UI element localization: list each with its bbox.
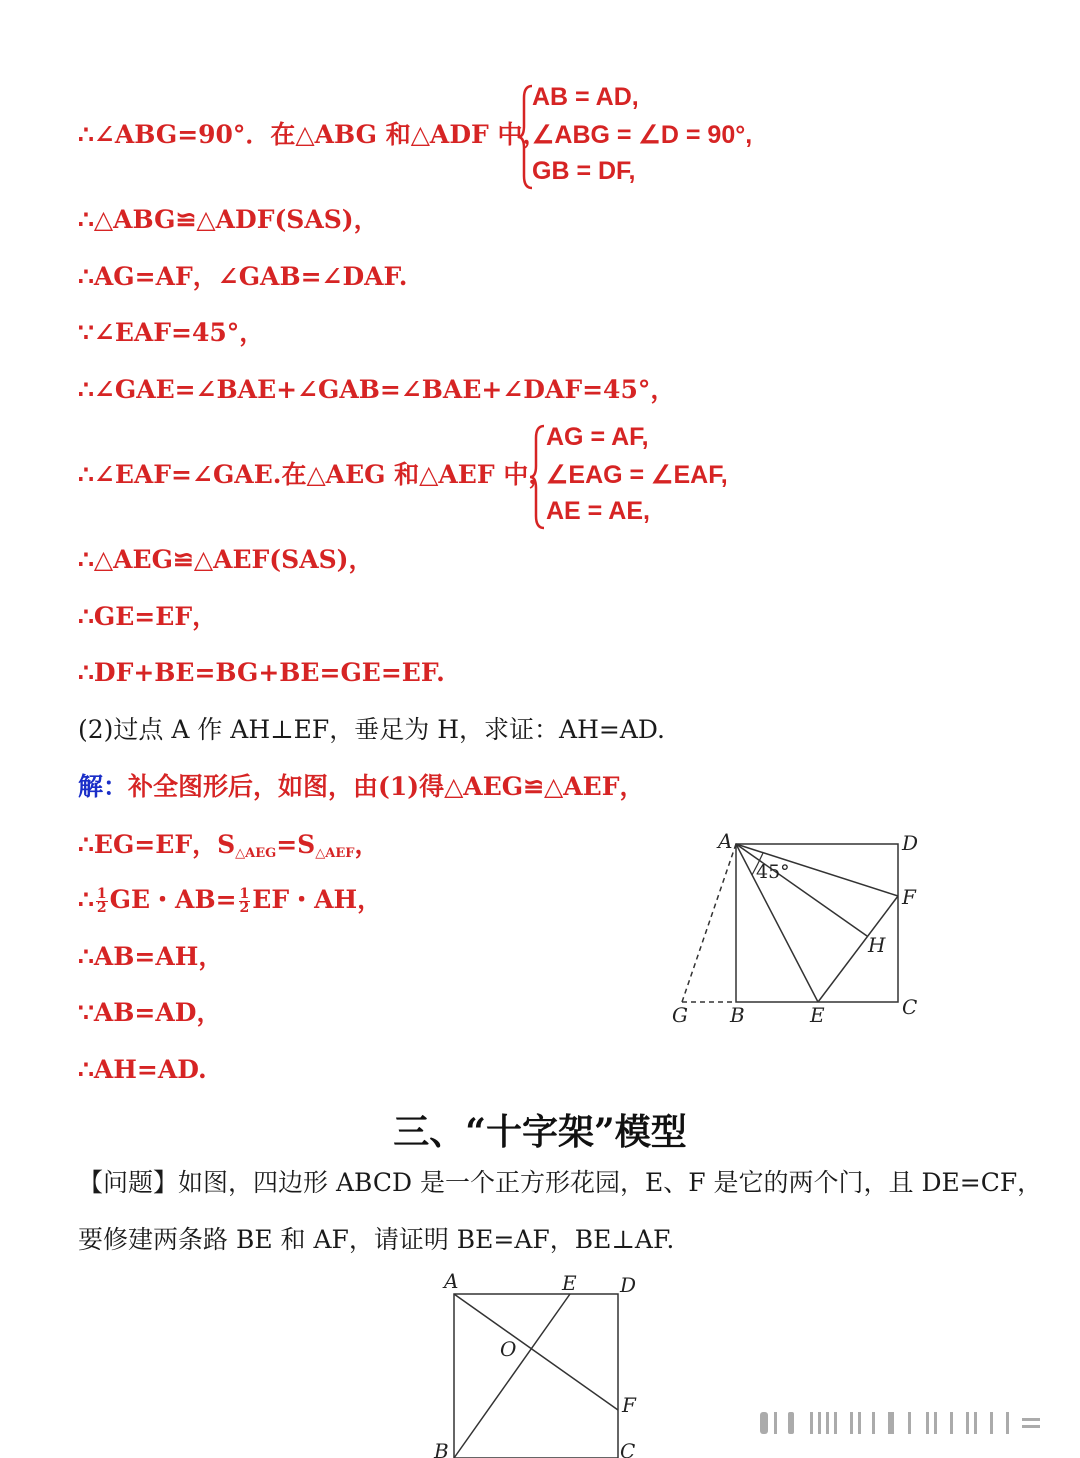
proof-line-1: ∴∠ABG=90°．在△ABG 和△ADF 中，	[78, 120, 548, 149]
proof-line-5: ∴∠GAE=∠BAE+∠GAB=∠BAE+∠DAF=45°，	[78, 375, 676, 404]
proof-line-3: ∴AG=AF，∠GAB=∠DAF.	[78, 262, 408, 291]
label-h: H	[868, 933, 886, 957]
problem-line-2: 要修建两条路 BE 和 AF，请证明 BE=AF，BE⊥AF.	[78, 1225, 675, 1254]
solution-line-4: ∵AB=AD，	[78, 998, 222, 1027]
label-f: F	[902, 885, 916, 909]
segment-be	[454, 1294, 570, 1458]
area-sub-2: △AEF	[315, 846, 355, 861]
label2-a: A	[444, 1269, 459, 1293]
frac-den: 2	[96, 900, 107, 916]
proof-line-6: ∴∠EAF=∠GAE.在△AEG 和△AEF 中，	[78, 460, 554, 489]
segment-ah	[736, 844, 867, 936]
label-b: B	[730, 1003, 745, 1027]
segment-af-2	[454, 1294, 618, 1410]
question-2: (2)过点 A 作 AH⊥EF，垂足为 H，求证：AH=AD.	[78, 715, 665, 744]
label-angle: 45°	[756, 861, 790, 883]
fraction-half-1	[96, 888, 108, 915]
label-c: C	[902, 995, 918, 1019]
label-d: D	[902, 831, 919, 855]
area-end: ，	[354, 830, 380, 859]
geometry-figure-1	[660, 820, 960, 1040]
proof-line-9: ∴DF+BE=BG+BE=GE=EF.	[78, 658, 445, 687]
solution-intro-text: 补全图形后，如图，由(1)得△AEG≌△AEF，	[128, 772, 645, 801]
proof-line-8: ∴GE=EF，	[78, 602, 218, 631]
label2-d: D	[620, 1273, 637, 1297]
system2-row-2: ∠EAG = ∠EAF,	[546, 461, 728, 489]
proof-line-7: ∴△AEG≌△AEF(SAS)，	[78, 545, 374, 574]
system1-row-1: AB = AD,	[532, 83, 639, 111]
solution-fraction-line	[78, 885, 382, 915]
square-abcd-2	[454, 1294, 618, 1458]
proof-line-4: ∵∠EAF=45°，	[78, 318, 265, 347]
frac-mid-2: EF・AH，	[252, 885, 383, 914]
system1-row-2: ∠ABG = ∠D = 90°,	[532, 121, 753, 149]
label-e: E	[810, 1003, 825, 1027]
solution-intro	[78, 772, 644, 802]
frac-num: 1	[96, 886, 107, 902]
equation-system-1	[516, 82, 816, 192]
proof-line-2: ∴△ABG≌△ADF(SAS)，	[78, 205, 379, 234]
problem-line-1: 【问题】如图，四边形 ABCD 是一个正方形花园，E、F 是它的两个门，且 DE=CF，	[78, 1168, 1043, 1197]
system2-row-1: AG = AF,	[546, 423, 649, 451]
area-sub-1: △AEG	[235, 846, 277, 861]
label2-c: C	[620, 1439, 636, 1458]
equation-system-2	[528, 422, 828, 532]
geometry-figure-2	[436, 1268, 676, 1458]
frac-mid-1: GE・AB=	[109, 885, 237, 914]
system1-row-3: GB = DF,	[532, 157, 636, 185]
section-heading: 三、“十字架”模型	[393, 1111, 687, 1153]
brace-icon	[528, 424, 548, 530]
solution-line-3: ∴AB=AH，	[78, 942, 224, 971]
area-prefix: ∴EG=EF，S	[78, 830, 236, 859]
solution-area-line	[78, 830, 380, 869]
frac-num-2: 1	[239, 886, 250, 902]
label2-o: O	[500, 1337, 517, 1361]
area-eq: =S	[276, 830, 316, 859]
label-a: A	[718, 829, 733, 853]
label-g: G	[672, 1003, 688, 1027]
solution-line-5: ∴AH=AD.	[78, 1055, 207, 1084]
fraction-half-2	[239, 888, 251, 915]
label2-f: F	[622, 1393, 636, 1417]
frac-prefix: ∴	[78, 885, 94, 914]
label2-e: E	[562, 1271, 577, 1295]
segment-ef	[818, 896, 898, 1002]
watermark-logo	[760, 1408, 1060, 1438]
system2-row-3: AE = AE,	[546, 497, 650, 525]
frac-den-2: 2	[239, 900, 250, 916]
solution-label: 解：	[78, 772, 129, 801]
label2-b: B	[434, 1439, 449, 1458]
segment-ag	[682, 844, 736, 1002]
